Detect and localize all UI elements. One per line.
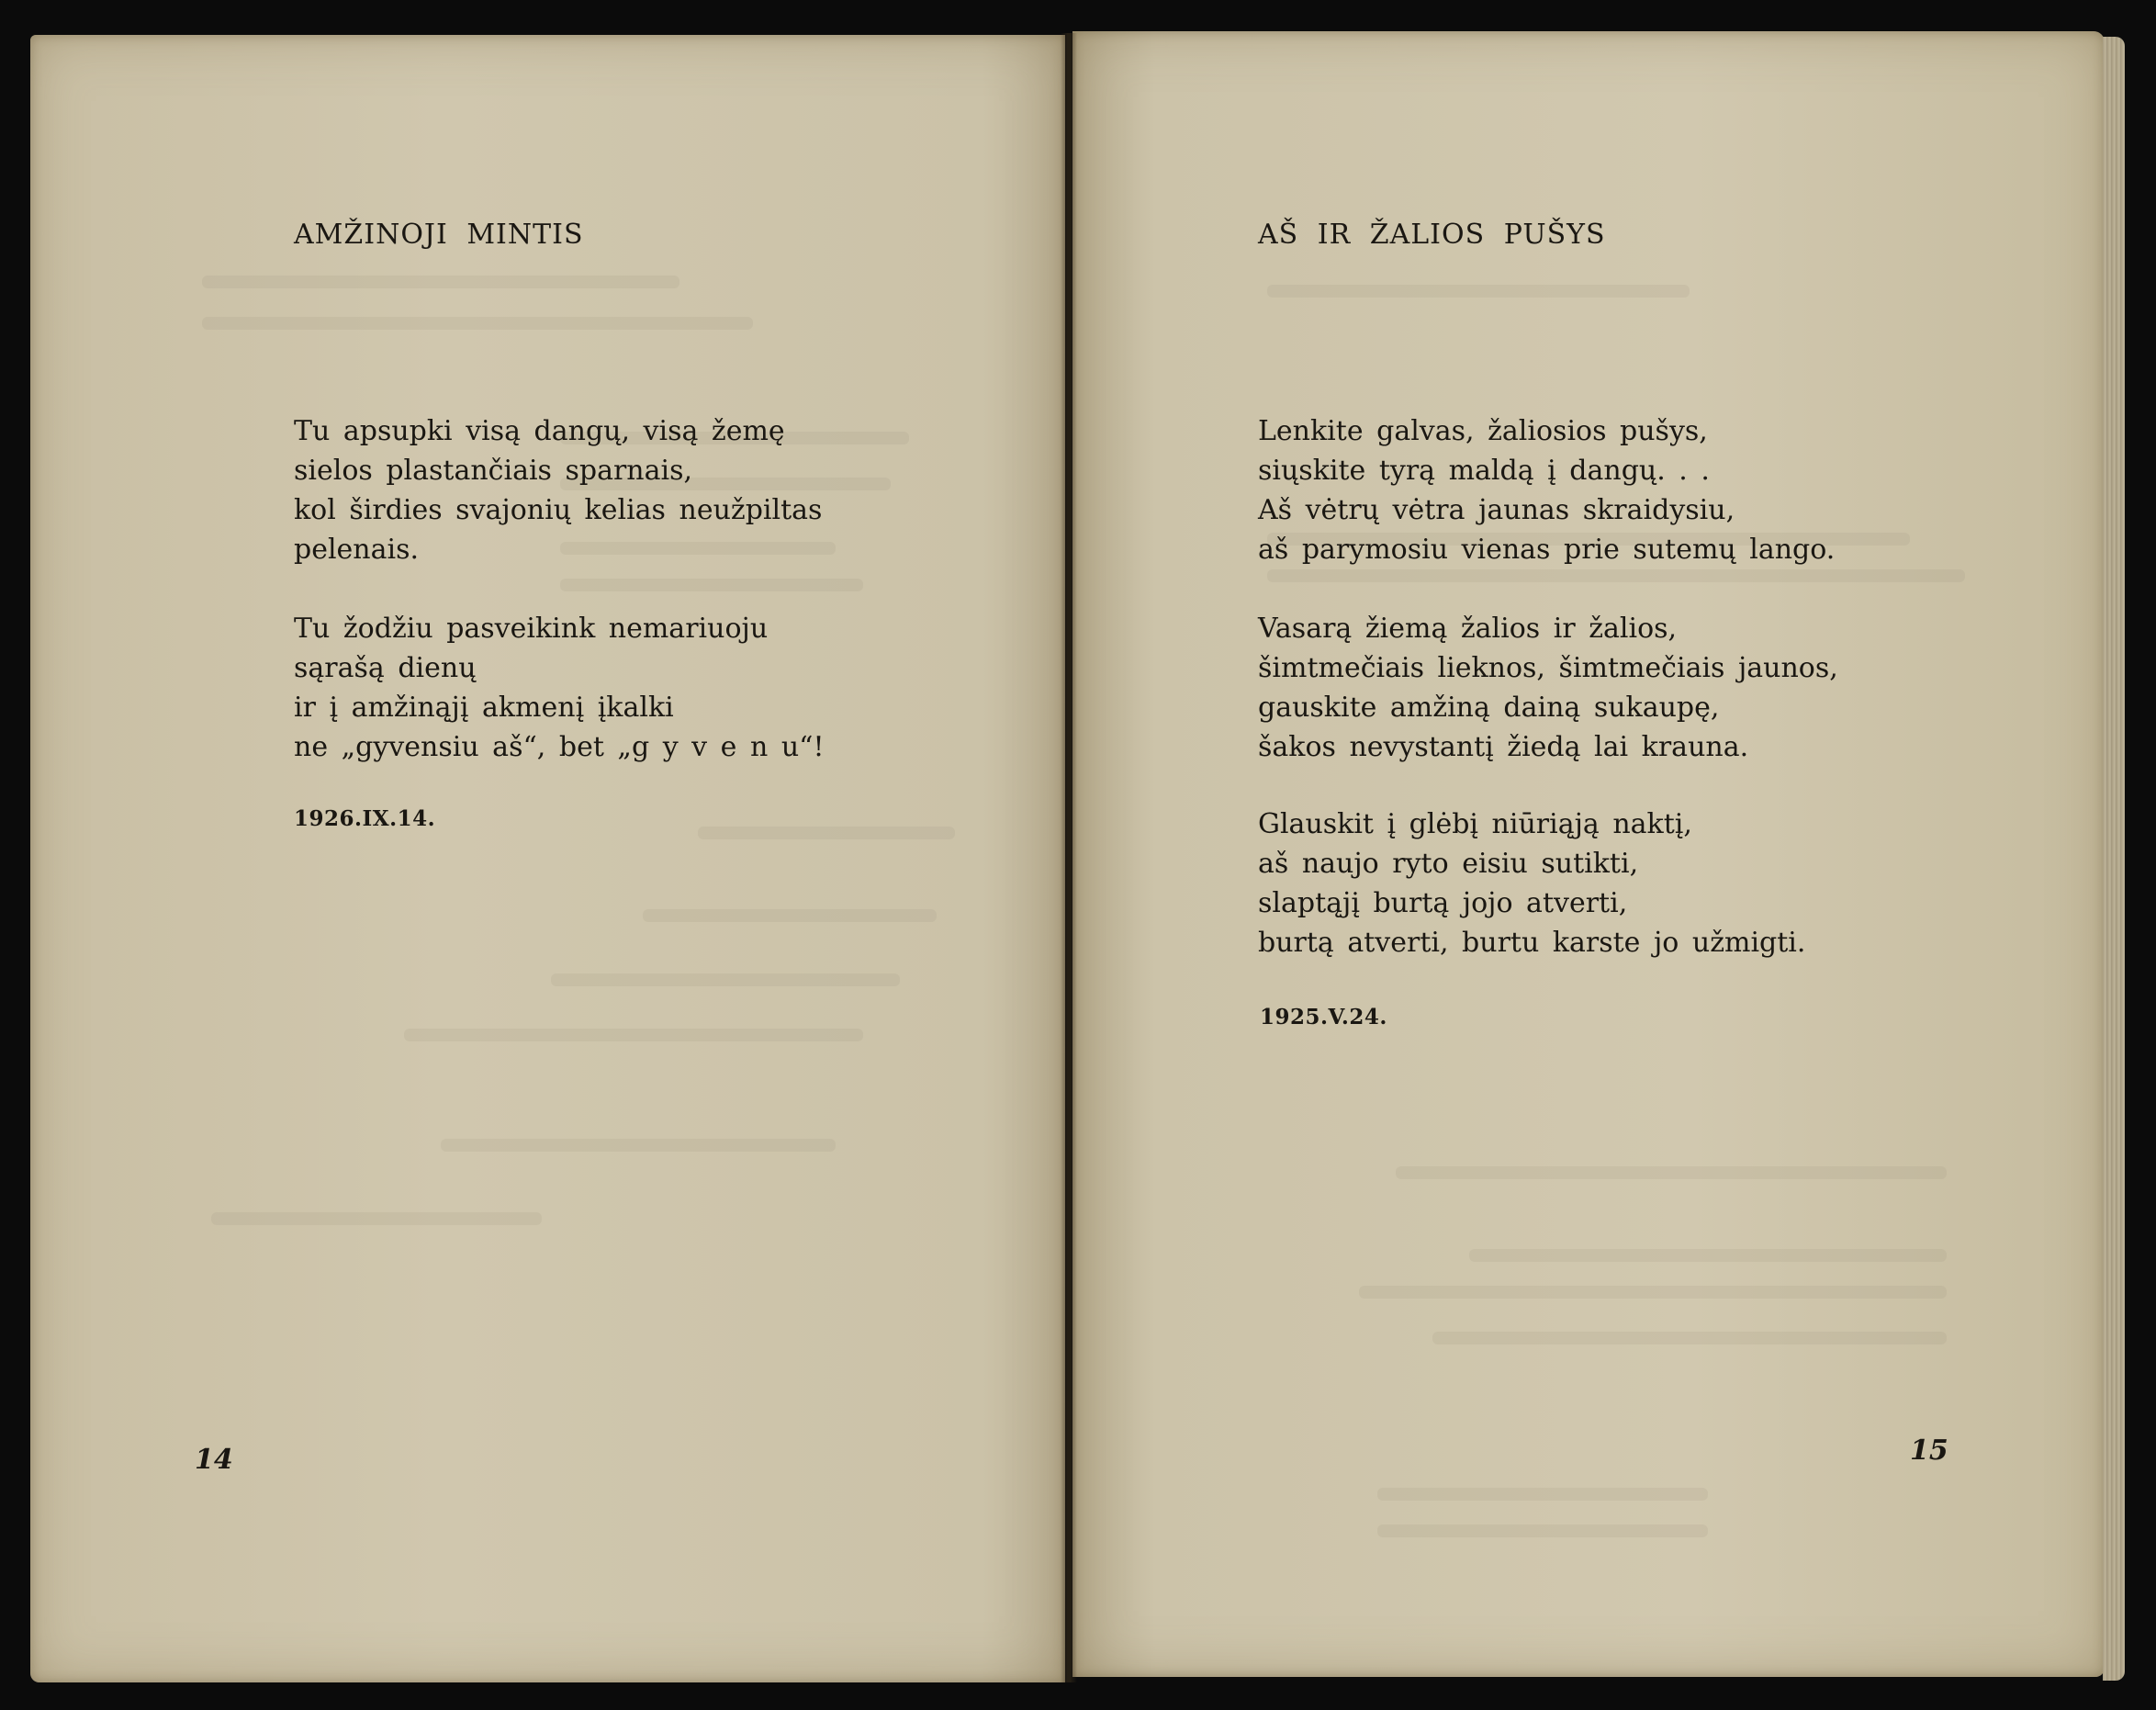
poem-line: Tu apsupki visą dangų, visą žemę	[294, 415, 785, 447]
left-poem-title: AMŽINOJI MINTIS	[294, 219, 584, 251]
poem-line: burtą atverti, burtu karste jo užmigti.	[1258, 927, 1806, 959]
poem-line: siųskite tyrą maldą į dangų. . .	[1258, 455, 1710, 487]
poem-line: aš parymosiu vienas prie sutemų lango.	[1258, 534, 1836, 566]
right-poem-date: 1925.V.24.	[1260, 1005, 1387, 1029]
right-poem-title: AŠ IR ŽALIOS PUŠYS	[1258, 219, 1606, 251]
poem-line: aš naujo ryto eisiu sutikti,	[1258, 848, 1639, 880]
poem-line: šimtmečiais lieknos, šimtmečiais jaunos,	[1258, 652, 1838, 684]
poem-line: kol širdies svajonių kelias neužpiltas	[294, 494, 823, 526]
poem-line: sielos plastančiais sparnais,	[294, 455, 693, 487]
poem-line: Lenkite galvas, žaliosios pušys,	[1258, 415, 1708, 447]
poem-line: Tu žodžiu pasveikink nemariuoju	[294, 613, 769, 645]
poem-line: gauskite amžiną dainą sukaupę,	[1258, 692, 1720, 724]
right-stanza-3	[1258, 804, 1805, 962]
poem-line: Glauskit į glėbį niūriąją naktį,	[1258, 808, 1692, 840]
poem-line: pelenais.	[294, 534, 420, 566]
poem-line: Aš vėtrų vėtra jaunas skraidysiu,	[1258, 494, 1735, 526]
poem-line: šakos nevystantį žiedą lai krauna.	[1258, 731, 1749, 763]
right-stanza-1	[1258, 411, 1835, 569]
poem-line: sąrašą dienų	[294, 652, 477, 684]
left-stanza-1	[294, 411, 822, 569]
left-page-number: 14	[195, 1444, 233, 1476]
poem-line: Vasarą žiemą žalios ir žalios,	[1258, 613, 1678, 645]
poem-line: ne „gyvensiu aš“, bet „g y v e n u“!	[294, 731, 825, 763]
left-poem-date: 1926.IX.14.	[294, 806, 436, 831]
right-page-number: 15	[1910, 1434, 1948, 1467]
left-stanza-2	[294, 609, 825, 767]
right-stanza-2	[1258, 609, 1838, 767]
poem-line: ir į amžinąjį akmenį įkalki	[294, 692, 674, 724]
poem-line: slaptąjį burtą jojo atverti,	[1258, 887, 1628, 919]
